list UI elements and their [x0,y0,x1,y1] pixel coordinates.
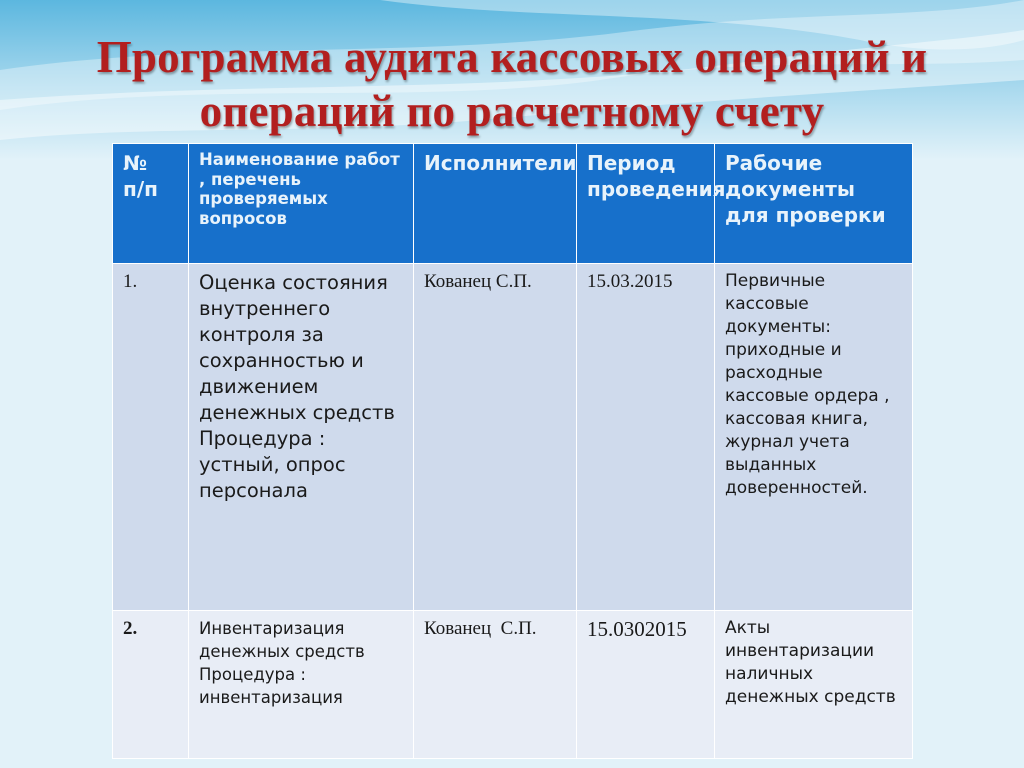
row-documents: Первичные кассовые документы: приходные и расходные кассовые ордера , кассовая книга, журнал учета выданных доверенностей. [715,264,913,611]
work-name-text: Оценка состояния внутреннего контроля за сохранностью и движением денежных средств [199,271,395,424]
procedure-label: Процедура : [199,427,326,450]
row-executor: Кованец С.П. [414,611,577,759]
row-number: 1. [113,264,189,611]
page-title [0,30,1024,138]
audit-program-table [112,143,913,759]
row-work-name [189,611,414,759]
procedure-text: инвентаризация [199,688,343,707]
title-line-1: Программа аудита кассовых операций и [96,32,928,82]
table-header-row [113,144,913,264]
procedure-text: устный, опрос персонала [199,453,346,502]
row-number: 2. [113,611,189,759]
table-row [113,264,913,611]
row-period: 15.0302015 [577,611,715,759]
row-period: 15.03.2015 [577,264,715,611]
title-line-2: операций по расчетному счету [199,86,825,136]
row-documents: Акты инвентаризации наличных денежных средств [715,611,913,759]
row-work-name [189,264,414,611]
header-period: Период проведения [577,144,715,264]
table-row [113,611,913,759]
header-documents: Рабочие документы для проверки [715,144,913,264]
row-executor: Кованец С.П. [414,264,577,611]
header-num: № п/п [113,144,189,264]
header-executors: Исполнители [414,144,577,264]
work-name-text: Инвентаризация денежных средств [199,619,365,661]
procedure-label: Процедура : [199,665,306,684]
header-work-name: Наименование работ , перечень проверяемых вопросов [189,144,414,264]
